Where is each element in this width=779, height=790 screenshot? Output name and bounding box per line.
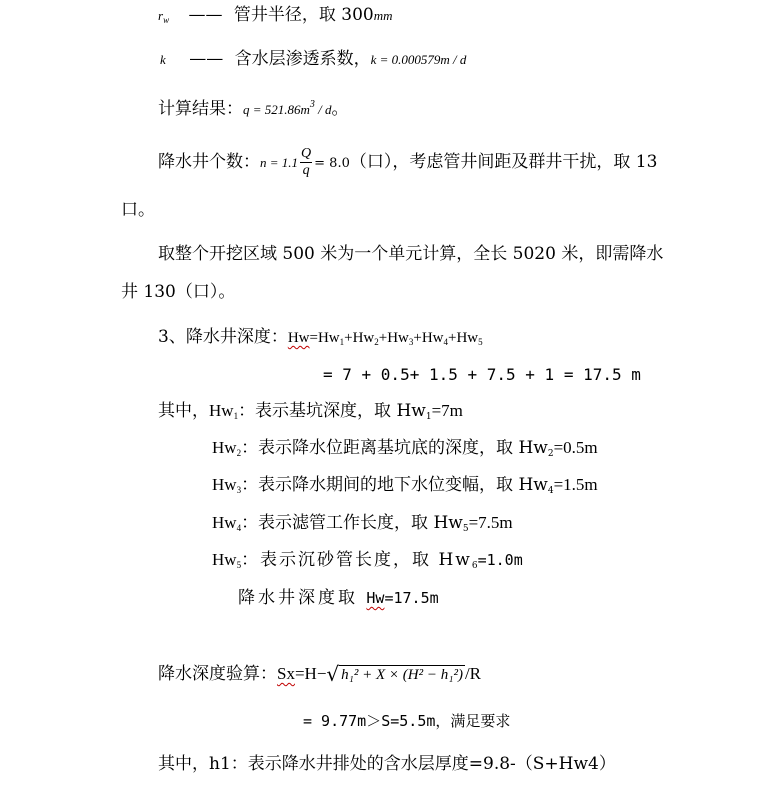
sub: 5 bbox=[462, 524, 469, 534]
symbol-k: k bbox=[160, 52, 166, 67]
count-result: = 8.0 bbox=[314, 156, 350, 171]
check-label: 降水深度验算： bbox=[158, 664, 277, 684]
text: ：表示滤管工作长度，取 Hw bbox=[241, 513, 463, 533]
line-depth-take bbox=[238, 587, 439, 609]
formula-k: k = 0.000579m / d bbox=[370, 52, 467, 67]
line-hw3 bbox=[212, 474, 598, 502]
sub: 6 bbox=[471, 561, 478, 571]
text: ：表示基坑深度，取 Hw bbox=[238, 401, 426, 421]
value: =7.5m bbox=[468, 513, 513, 532]
text: = 7 + 0.5+ 1.5 + 7.5 + 1 = 17.5 m bbox=[323, 365, 641, 384]
hw3-sym: $Hw_3$ bbox=[212, 475, 242, 495]
result-end: 。 bbox=[331, 99, 349, 119]
hw1-sym: $Hw_1$ bbox=[209, 401, 239, 421]
check-formula: Sx=H−√ h₁² + X × (H² − h₁²) /R bbox=[277, 662, 482, 686]
hw5-sym: $Hw_5$ bbox=[212, 550, 242, 570]
depth-label: 3、降水井深度： bbox=[158, 327, 288, 347]
count-n: n = 1.1 bbox=[260, 155, 299, 170]
value: =1.5m bbox=[553, 475, 598, 494]
text: 降水井深度取 bbox=[238, 588, 367, 608]
desc-text: 含水层渗透系数， bbox=[234, 49, 371, 69]
dash: —— bbox=[188, 5, 223, 25]
line-unit-calc bbox=[158, 243, 663, 265]
value: =17.5m bbox=[384, 589, 439, 607]
sub: 1 bbox=[425, 412, 432, 422]
line-well-count bbox=[158, 146, 657, 179]
text: 其中，h1：表示降水井排处的含水层厚度=9.8-（S+Hw4） bbox=[158, 754, 616, 774]
line-result bbox=[158, 94, 349, 121]
line-depth-sum bbox=[323, 364, 641, 386]
count-label: 降水井个数： bbox=[158, 152, 260, 172]
sqrt-expr: h₁² + X × (H² − h₁²) bbox=[341, 667, 463, 683]
result-formula: $q = 521.86m^3 / d$ bbox=[243, 99, 332, 117]
text: ：表示降水位距离基坑底的深度，取 Hw bbox=[241, 438, 548, 458]
line-check-result bbox=[303, 710, 510, 732]
line-permeability bbox=[160, 48, 466, 71]
hw4-sym: $Hw_4$ bbox=[212, 513, 242, 533]
unit: mm bbox=[373, 8, 393, 23]
line-unit-calc-cont bbox=[121, 281, 235, 303]
fraction-Q-q: $\frac{Q}{q}$ bbox=[301, 146, 312, 178]
text: ：表示沉砂管长度，取 Hw bbox=[241, 550, 472, 570]
line-hw5 bbox=[212, 549, 523, 577]
text: = 9.77m＞S=5.5m，满足要求 bbox=[303, 712, 511, 730]
result-label: 计算结果： bbox=[158, 99, 243, 119]
count-text: （口），考虑管井间距及群井干扰，取 13 bbox=[349, 152, 658, 172]
value: =1.0m bbox=[477, 551, 523, 569]
symbol-rw: $r_w$ bbox=[158, 8, 170, 25]
line-hw2 bbox=[212, 437, 598, 465]
text: 井 130（口）。 bbox=[121, 282, 236, 302]
sub: 4 bbox=[547, 486, 554, 496]
hw: Hw bbox=[366, 589, 385, 607]
prefix: 其中， bbox=[158, 401, 209, 421]
text: ：表示降水期间的地下水位变幅，取 Hw bbox=[241, 475, 548, 495]
line-well-depth bbox=[158, 326, 483, 353]
depth-formula: $Hw=Hw_1+Hw_2+Hw_3+Hw_4+Hw_5$ bbox=[287, 330, 483, 347]
line-hw4 bbox=[212, 512, 513, 540]
line-well-count-cont bbox=[121, 199, 155, 221]
text: 取整个开挖区域 500 米为一个单元计算，全长 5020 米，即需降水 bbox=[158, 244, 664, 264]
hw2-sym: $Hw_2$ bbox=[212, 438, 242, 458]
line-well-radius bbox=[158, 4, 393, 31]
text: 口。 bbox=[121, 200, 155, 220]
line-hw1 bbox=[158, 400, 463, 428]
value: =0.5m bbox=[553, 438, 598, 457]
value: =7m bbox=[431, 401, 463, 420]
line-h1 bbox=[158, 753, 616, 775]
sub: 2 bbox=[547, 449, 554, 459]
desc-text: 管井半径，取 300 bbox=[233, 5, 374, 25]
dash: —— bbox=[189, 49, 224, 69]
line-check bbox=[158, 663, 481, 685]
